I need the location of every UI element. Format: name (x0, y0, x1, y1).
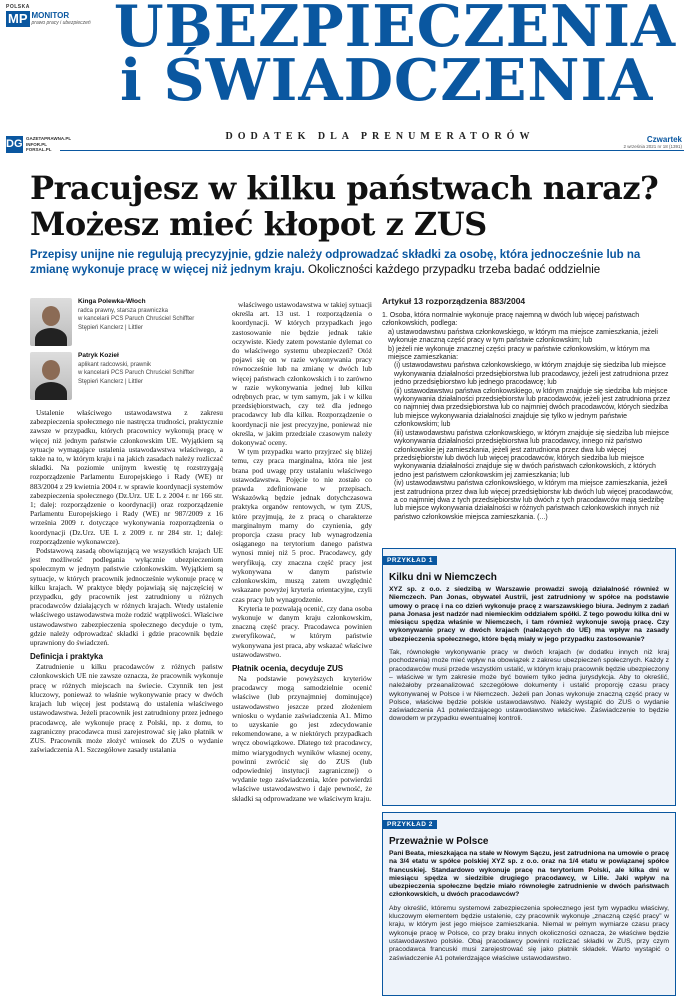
legal-subpoint: (ii) ustawodawstwu państwa członkowskiego, w którym znajduje się siedziba lub miejsce wykonywania działalności przedsiębiorstw lub pracodawców, jeżeli jest zatrudniona przez co najmniej dwa przedsiębiorstwa lub co najmniej dwóch pracodawców, których siedziba lub miejsce wykonywania działalności znajduje się tylko w jednym państwie członkowskim; lub (394, 387, 671, 429)
example-question: Pani Beata, mieszkająca na stałe w Nowym Sączu, jest zatrudniona na umowie o pracę na 3/4 etatu w spółce polskiej XYZ sp. z o.o. oraz na 1/4 etatu w powiązanej spółce francuskiej. Standardowo wykonuje pracę na terytorium Polski, ale kilka dni w miesiącu spędza w siedzibie drugiego pracodawcy, w Lille. Jaki wpływ na ubezpieczenia społeczne będzie miało równoległe zatrudnienie w dwóch państwach członkowskich, u dwóch pracodawców? (389, 850, 669, 899)
example-tag: PRZYKŁAD 2 (383, 820, 437, 829)
author-info (78, 298, 194, 346)
dgp-link[interactable]: GAZETAPRAWNA.PL (26, 136, 72, 142)
author-photo (30, 298, 72, 346)
legal-point: b) jeżeli nie wykonuje znacznej części pracy w państwie członkowskim, w którym ma miejsce zamieszkania: (388, 345, 650, 362)
section-heading: Płatnik ocenia, decyduje ZUS (232, 663, 344, 673)
author-card (30, 298, 220, 346)
paragraph: W tym przypadku warto przyjrzeć się bliżej temu, czy praca marginalna, która nie jest brana pod uwagę przy ustalaniu właściwego ustawodawstwa. Pojęcie to nie zostało co prawda zdefiniowane w przepisach. Wskazówką będzie jednak dotychczasowa praktyka organów rentowych, w tym ZUS, które przyjmują, że z pracą o charakterze marginalnym mamy do czynienia, gdy proporcja czasu pracy lub wynagrodzenia osiąganego na terytorium danego państwa wynosi mniej niż 5 proc. Pracodawcy, gdy weryfikują, czy znaczna część pracy jest wykonywana w danym państwie członkowskim, muszą zatem uwzględnić wskazane powyżej kryteria orientacyjne, czyli czas pracy lub wynagrodzenie. (232, 447, 372, 604)
issue-day: Czwartek (646, 135, 682, 144)
dgp-link[interactable]: INFOR.PL (26, 141, 47, 147)
author-role: aplikant radcowski, prawnik (78, 361, 152, 368)
paragraph: Na podstawie powyższych kryteriów pracodawcy mogą samodzielnie ocenić właściwe (lub przynajmniej dominujące) ustawodawstwo jeszcze przed złożeniem wniosku o wydanie zaświadczenia A1. Mimo to uzyskanie go jest zdecydowanie rekomendowane, a w niektórych przypadkach wręcz obowiązkowe. Dlatego też pracodawcy, mimo wiarygodnych wyników własnej oceny, powinni zwrócić się do ZUS (lub odpowiedniej instytucji zagranicznej) o wydanie tego zaświadczenia, które potwierdzi właściwe ustawodawstwo i daje pewność, że składki są odprowadzane we właściwym kraju. (232, 673, 372, 803)
brand-polska: POLSKA (6, 4, 30, 10)
example-answer: Tak, równoległe wykonywanie pracy w dwóch krajach (w dodatku innych niż kraj pochodzenia) może mieć wpływ na obowiązek z zakresu ubezpieczeń społecznych. Każdy z pracodawców musi przede wszystkim ustalić, w którym kraju pracownik będzie ubezpieczony – właściwe w tym zakresie może być bowiem tylko jedna jurysdykcja. Aby to określić, należałoby przeanalizować szczegółowe dokumenty i ustalić proporcję czasu pracy wykonywanej w Polsce i w Niemczech. Jeżeli pan Jonas wykonuje znaczną część pracy w Polsce, właściwe będzie polskie ustawodawstwo. Należy wystąpić do ZUS o wydanie zaświadczenia A1 potwierdzającego ustawodawstwo właściwe. Zaświadczenie to będzie dowodem w przypadku ewentualnej kontroli. (389, 649, 669, 723)
example-box (382, 812, 676, 996)
headline-line-1: Pracujesz w kilku państwach naraz? (30, 169, 659, 207)
monitor-wordmark: MONITOR prawo pracy i ubezpieczeń (31, 11, 91, 26)
mp-logo-box: MP (8, 11, 28, 26)
lead-black: Okoliczności każdego przypadku trzeba badać oddzielnie (308, 264, 601, 276)
paragraph: Ustalenie właściwego ustawodawstwa z zakresu zabezpieczenia społecznego nie nastręcza trudności, praktycznie zawsze w przypadku, których pracownicy wykonują pracę w więcej niż jednym państwie członkowskim UE. Wyjątkiem są sytuacje wymagające ustalenia ustawodawstwa właściwego, a także na to, w którym kraju i na jakich zasadach należy rozliczać składki. Na poziomie unijnym kwestię tę rozstrzygają rozporządzenie Parlamentu Europejskiego i Rady (WE) nr 883/2004 z 29 kwietnia 2004 r. w sprawie koordynacji systemów zabezpieczenia społecznego (Dz.Urz. UE L z 2004 r. nr 166 str. 1; dalej: rozporządzenie o koordynacji) oraz rozporządzenie Parlamentu Europejskiego i Rady (WE) nr 987/2009 z 16 września 2009 r. dotyczące wykonywania rozporządzenia o koordynacji (Dz.Urz. UE L z 2009 r. nr 284 str. 1; dalej: rozporządzenie wykonawcze). (30, 408, 223, 546)
issue-date (623, 135, 682, 149)
dgp-link[interactable]: FORSAL.PL (26, 147, 52, 153)
section-heading: Definicja i praktyka (30, 652, 103, 662)
author-name: Patryk Kozieł (78, 352, 119, 359)
mp-monitor-logo (6, 11, 106, 27)
author-name: Kinga Polewka-Włoch (78, 298, 146, 305)
author-card (30, 352, 220, 400)
paragraph: Kryteria te pozwalają ocenić, czy dana osoba wykonuje w danym kraju członkowskim, znaczną część pracy. Pracodawca powinien zweryfikować, w którym państwie wykonywana jest praca, aby wskazać właściwe ustawodawstwo. (232, 603, 372, 659)
legal-point: a) ustawodawstwu państwa członkowskiego, w którym ma miejsce zamieszkania, jeżeli wykonuje znaczną część pracy w tym państwie członkowskim; lub (388, 328, 658, 345)
headline-line-2: Możesz mieć kłopot z ZUS (30, 205, 487, 243)
legal-article-intro: 1. Osoba, która normalnie wykonuje pracę najemną w dwóch lub więcej państwach członkowskich, podlega: (382, 312, 640, 328)
author-firm: w kancelarii PCS Paruch Chruściel Schiffter (78, 370, 195, 376)
article-column-2 (232, 300, 372, 998)
brand-logo (6, 4, 106, 27)
example-tag: PRZYKŁAD 1 (383, 556, 437, 565)
monitor-tagline: prawo pracy i ubezpieczeń (31, 20, 91, 26)
example-question: XYZ sp. z o.o. z siedzibą w Warszawie prowadzi swoją działalność również w Niemczech. Pan Jonas, obywatel Austrii, jest zatrudniony w spółce na podstawie umowy o pracę i na co dzień wykonuje pracę z warszawskiego biura. Jednym z zadań pana Jonasa jest nadzór nad niemieckim oddziałem spółki. Z tego powodu kilka dni w miesiącu spędza właśnie w Niemczech, i tam również wykonuje swoją pracę. Czy wykonywanie pracy w dwóch krajach (należących do UE) ma wpływ na zasady ubezpieczenia społecznego, które będą miały w jego przypadku zastosowanie? (389, 586, 669, 643)
supplement-subtitle: DODATEK DLA PRENUMERATORÓW (225, 131, 535, 142)
article-column-1 (30, 408, 223, 998)
author-firm: w kancelarii PCS Paruch Chruściel Schiffter (78, 316, 195, 322)
legal-subpoint: (iii) ustawodawstwu państwa członkowskiego, w którym znajduje się siedziba lub miejsce wykonywania działalności przedsiębiorstwa lub pracodawcy, innego niż państwo członkowskie jej zamieszkania, jeżeli jest zatrudniona przez dwa lub więcej przedsiębiorstw lub dwóch lub więcej pracodawców, których siedziba lub miejsce wykonywania działalności znajduje się w dwóch państwach członkowskich, z których jedno jest państwem członkowskim jej zamieszkania; lub (394, 429, 670, 479)
example-title: Kilku dni w Niemczech (389, 572, 497, 583)
author-photo (30, 352, 72, 400)
example-answer: Aby określić, któremu systemowi zabezpieczenia społecznego jest tym wypadku właściwy, kluczowym elementem będzie ustalenie, czy pracownik wykonuje „znaczną część pracy” w kraju, w którym jest jego miejsce zamieszkania. Niemal w pełnym wymiarze czasu pracy wykonuje pracę w Polsce, co przy braku innych okoliczności oznacza, że właściwe będzie ustawodawstwo polskie. Obaj pracodawcy powinni rozliczać składki w ZUS, przy czym pracodawca francuski musi zarejestrować się jako płatnik składek. Warto wystąpić o zaświadczenie A1 potwierdzające właściwe ustawodawstwo. (389, 904, 669, 962)
title-line-2: i ŚWIADCZENIA (120, 47, 654, 114)
dgp-logo-box: DGP (6, 136, 23, 153)
article-headline (30, 170, 670, 242)
author-info (78, 352, 194, 400)
paragraph: właściwego ustawodawstwa w takiej sytuacji określa art. 13 ust. 1 rozporządzenia o koordynacji. W których przypadkach jego zastosowanie nie będzie jednak takie oczywiste. Kiedy zatem powstanie dylemat co do właściwego systemu ubezpieczeń? Otóż pojawi się on w razie wykonywania pracy równocześnie lub na zmianę w dwóch lub więcej państwach członkowskich i to zarówno w razie wykonywania jednej lub kilku odrębnych prac, w tym samym, jak i w kilku przedsiębiorstwach, czy też dla jednego pracodawcy lub dla kilku. Rozporządzenie o koordynacji nie jest precyzyjne, ponieważ nie określa, w jakim przedziale czasowym należy dokonywać oceny. (232, 300, 372, 448)
paragraph: Podstawową zasadą obowiązującą we wszystkich krajach UE jest możliwość podlegania wyłącznie ubezpieczeniom społecznym w jednym państwie członkowskim. Wyjątkiem są sytuacje, w których pracownik jednocześnie wykonuje pracę w kilku krajach. W praktyce błędy pojawiają się najczęściej w przypadku, gdy pracownik jest zatrudniony u różnych pracodawców działających w różnych krajach. Wtedy ustalenie właściwego ustawodawstwa może rodzić wątpliwości. Właściwe ustawodawstwo zabezpieczenia społecznego decyduje o tym, gdzie należy odprowadzać składki i gdzie pracownik będzie uprawniony do świadczeń. (30, 546, 223, 648)
legal-article-title: Artykuł 13 rozporządzenia 883/2004 (382, 296, 526, 306)
example-box (382, 548, 676, 806)
title-line-1: UBEZPIECZENIA (113, 0, 677, 60)
legal-subpoint: (iv) ustawodawstwu państwa członkowskiego, w którym ma miejsce zamieszkania, jeżeli jest zatrudniona przez dwa lub więcej przedsiębiorstw lub dwóch lub więcej pracodawców, a co najmniej dwa z tych przedsiębiorstw lub dwóch z tych pracodawców mają siedzibę lub miejsce wykonywania działalności w różnych państwach członkowskich innych niż państwo członkowskie miejsca zamieszkania. (...) (394, 480, 673, 521)
legal-subpoint: (i) ustawodawstwu państwa członkowskiego, w którym znajduje się siedziba lub miejsce wykonywania działalności przedsiębiorstwa lub pracodawcy, jeżeli jest zatrudniona przez jedno przedsiębiorstwo lub jednego pracodawcę; lub (394, 362, 669, 387)
article-lead (30, 248, 680, 278)
author-firm: Stępień Kanclerz | Littler (78, 324, 143, 331)
author-role: radca prawny, starsza prawniczka (78, 307, 168, 314)
lead-blue: Przepisy unijne nie regulują precyzyjnie, gdzie należy odprowadzać składki za osobę, która jednocześnie lub na zmianę wykonuje pracę w więcej niż jednym kraju. (30, 249, 641, 276)
masthead-rule (60, 150, 684, 151)
supplement-title (100, 0, 688, 114)
author-firm: Stępień Kanclerz | Littler (78, 378, 143, 385)
example-title: Przeważnie w Polsce (389, 836, 489, 847)
paragraph: Zatrudnienie u kilku pracodawców z różnych państw członkowskich UE nie zawsze oznacza, że pracownik wykonuje pracę w różnych miejscach na świecie. Czynnik ten jest kluczowy, ponieważ to właśnie wykonywanie pracy w dwóch krajach lub więcej jest podstawą do ustalenia właściwego ustawodawstwa. Jeżeli pracownik jest zatrudniony przez jednego pracodawcę, ale wykonuje pracę z Polski, np. z domu, to zagraniczny pracodawca musi zarejestrować się jako płatnik w ZUS. Pracownik może złożyć wniosek do ZUS o wydanie zaświadczenia A1. Szczegółowe zasady ustalania (30, 662, 223, 755)
legal-article-box (382, 296, 674, 522)
issue-date-full: 2 września 2021 nr 18 (1391) (623, 144, 682, 149)
